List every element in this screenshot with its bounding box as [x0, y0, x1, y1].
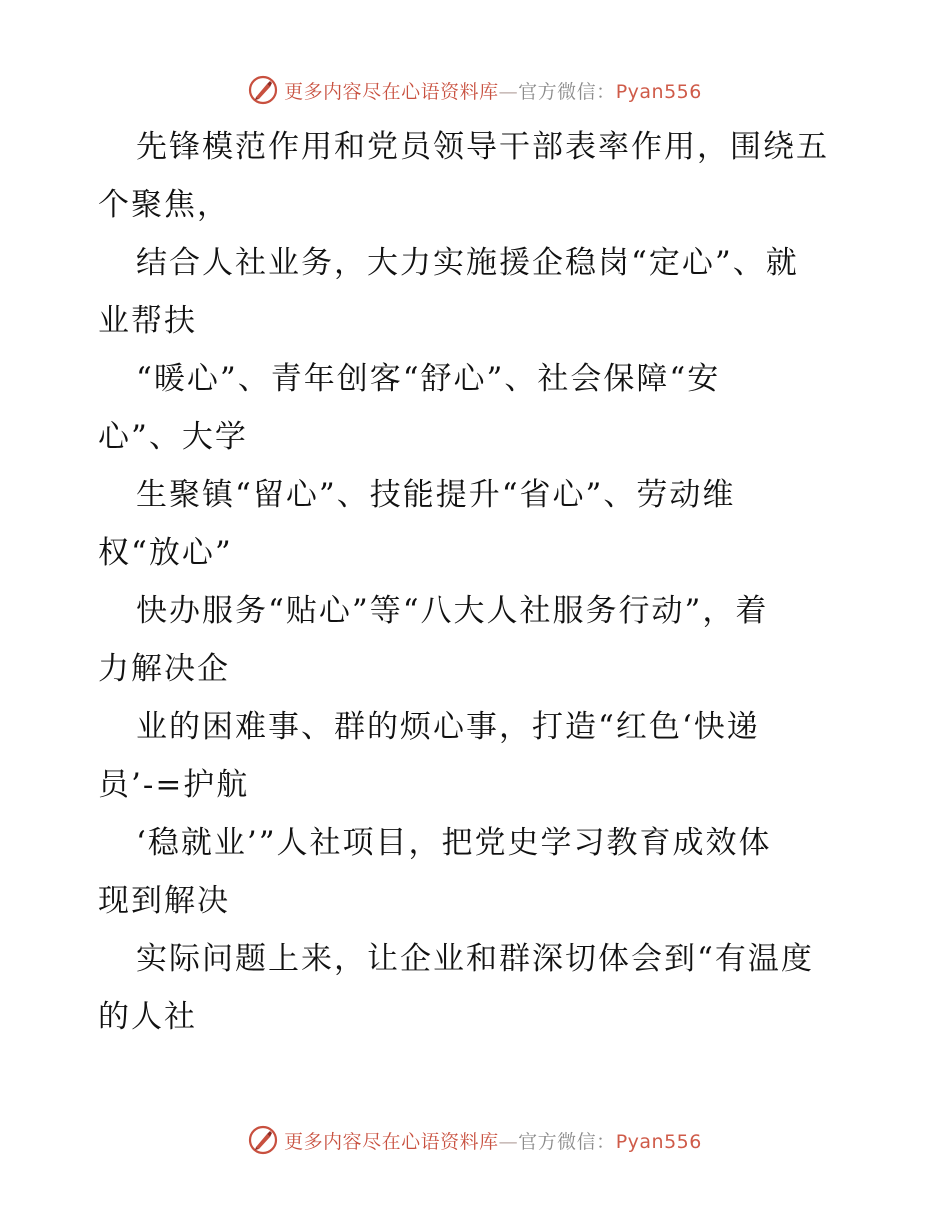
text-line: 力解决企: [98, 651, 230, 687]
text-line: “暖心”、青年创客“舒心”、社会保障“安: [136, 361, 721, 397]
text-line: 实际问题上来，让企业和群深切体会到“有温度: [136, 941, 814, 977]
text-line: 员’-=护航: [98, 767, 250, 803]
watermark-dash: —: [498, 80, 519, 103]
watermark-main: 更多内容尽在心语资料库: [284, 80, 499, 103]
watermark-dash: —: [498, 1130, 519, 1153]
pen-logo-icon: [248, 1125, 278, 1155]
text-line: 现到解决: [98, 883, 230, 919]
watermark-id: Pyan556: [615, 80, 702, 103]
text-line: 生聚镇“留心”、技能提升“省心”、劳动维: [136, 477, 736, 513]
watermark-official: 官方微信：: [518, 1130, 616, 1153]
footer-watermark: [0, 1120, 950, 1160]
text-line: 快办服务“贴心”等“八大人社服务行动”，着: [136, 593, 769, 629]
text-line: 先锋模范作用和党员领导干部表率作用，围绕五: [136, 129, 829, 165]
watermark-main: 更多内容尽在心语资料库: [284, 1130, 499, 1153]
text-line: 结合人社业务，大力实施援企稳岗“定心”、就: [136, 245, 799, 281]
watermark-text: [284, 77, 702, 104]
watermark-text: [284, 1127, 702, 1154]
header-watermark: [0, 70, 950, 110]
text-line: 心”、大学: [98, 419, 248, 455]
text-line: ‘稳就业’”人社项目，把党史学习教育成效体: [136, 825, 772, 861]
watermark-official: 官方微信：: [518, 80, 616, 103]
text-line: 业帮扶: [98, 303, 197, 339]
document-body: [98, 118, 858, 1046]
text-line: 权“放心”: [98, 535, 233, 571]
pen-logo-icon: [248, 75, 278, 105]
text-line: 业的困难事、群的烦心事，打造“红色‘快递: [136, 709, 760, 745]
text-line: 的人社: [98, 999, 197, 1035]
watermark-id: Pyan556: [615, 1130, 702, 1153]
text-line: 个聚焦，: [98, 187, 230, 223]
